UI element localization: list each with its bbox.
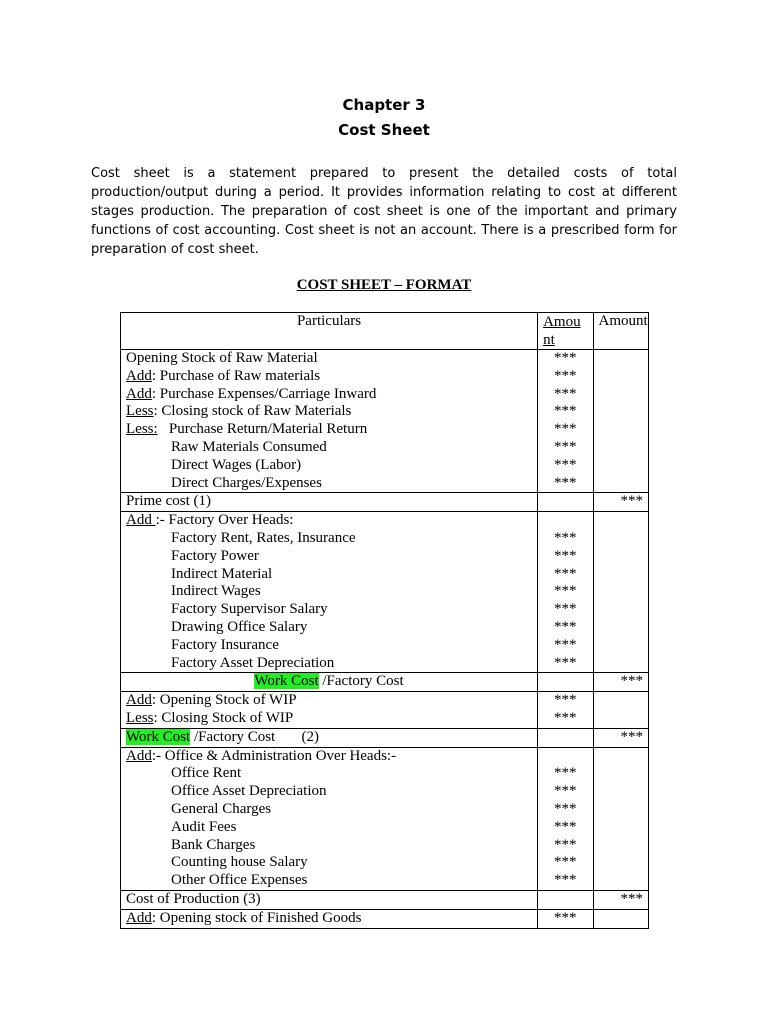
header-amount-1: Amount xyxy=(538,313,593,350)
row-amount-1: *** xyxy=(538,801,593,819)
table-row xyxy=(121,637,649,655)
row-amount-2: *** xyxy=(593,493,648,512)
cost-sheet-table xyxy=(120,312,649,929)
chapter-heading: Chapter 3 xyxy=(342,96,426,114)
page-title: Cost Sheet xyxy=(338,121,430,139)
row-label xyxy=(121,747,538,765)
row-amount-2 xyxy=(593,819,648,837)
row-prefix: Add xyxy=(126,367,152,384)
row-label xyxy=(121,403,538,421)
row-label xyxy=(121,421,538,439)
table-row xyxy=(121,548,649,566)
table-row xyxy=(121,819,649,837)
row-label: Raw Materials Consumed xyxy=(121,439,538,457)
row-text: :- Office & Administration Over Heads:- xyxy=(151,747,397,764)
table-row xyxy=(121,530,649,548)
row-amount-2 xyxy=(593,457,648,475)
row-amount-1: *** xyxy=(538,854,593,872)
highlighted-text: Work Cost xyxy=(126,728,191,745)
table-row xyxy=(121,583,649,601)
row-amount-1: *** xyxy=(538,439,593,457)
highlighted-text: Work Cost xyxy=(254,673,319,690)
header-particulars: Particulars xyxy=(121,313,538,350)
row-prefix: Add xyxy=(126,909,152,926)
row-text: : Opening stock of Finished Goods xyxy=(151,909,362,926)
row-amount-1 xyxy=(538,890,593,909)
table-row xyxy=(121,403,649,421)
row-amount-1 xyxy=(538,728,593,747)
table-row xyxy=(121,619,649,637)
row-label: Factory Power xyxy=(121,548,538,566)
row-text: Purchase Return/Material Return xyxy=(157,421,368,438)
row-amount-1: *** xyxy=(538,530,593,548)
row-text: /Factory Cost xyxy=(318,673,404,690)
table-header-row xyxy=(121,313,649,350)
row-amount-2 xyxy=(593,386,648,404)
subtotal-row-cost-of-production xyxy=(121,890,649,909)
row-label: Indirect Wages xyxy=(121,583,538,601)
row-amount-2 xyxy=(593,801,648,819)
subtotal-row-work-cost-2 xyxy=(121,728,649,747)
table-row xyxy=(121,601,649,619)
row-amount-1: *** xyxy=(538,457,593,475)
row-amount-1: *** xyxy=(538,421,593,439)
row-amount-2 xyxy=(593,837,648,855)
row-prefix: Add xyxy=(126,512,156,529)
row-amount-2 xyxy=(593,655,648,673)
row-amount-1: *** xyxy=(538,566,593,584)
row-amount-1: *** xyxy=(538,583,593,601)
row-amount-1 xyxy=(538,747,593,765)
table-row xyxy=(121,566,649,584)
row-amount-2 xyxy=(593,350,648,368)
row-text: /Factory Cost (2) xyxy=(190,728,319,745)
row-text: : Opening Stock of WIP xyxy=(151,692,297,709)
row-amount-1: *** xyxy=(538,872,593,890)
row-amount-1: *** xyxy=(538,386,593,404)
table-row xyxy=(121,386,649,404)
table-row xyxy=(121,909,649,928)
row-label xyxy=(121,386,538,404)
table-row xyxy=(121,512,649,530)
row-prefix: Less xyxy=(126,403,154,420)
row-label: Counting house Salary xyxy=(121,854,538,872)
table-row xyxy=(121,801,649,819)
row-label xyxy=(121,350,538,368)
row-label: General Charges xyxy=(121,801,538,819)
intro-paragraph: Cost sheet is a statement prepared to present the detailed costs of total production/output during a period. It provides information relating to cost at different stages production. The preparation of cost sheet is one of the important and primary functions of cost accounting. Cost sheet is not an account. There is a prescribed form for preparation of cost sheet. xyxy=(91,166,677,257)
row-label xyxy=(121,710,538,728)
row-amount-1 xyxy=(538,512,593,530)
table-row xyxy=(121,747,649,765)
row-amount-1 xyxy=(538,673,593,692)
row-label: Other Office Expenses xyxy=(121,872,538,890)
table-row xyxy=(121,475,649,493)
row-amount-2 xyxy=(593,530,648,548)
row-label: Bank Charges xyxy=(121,837,538,855)
table-row xyxy=(121,854,649,872)
row-label: Prime cost (1) xyxy=(121,493,538,512)
row-amount-1: *** xyxy=(538,765,593,783)
row-prefix: Add xyxy=(126,385,152,402)
row-amount-1: *** xyxy=(538,350,593,368)
row-label xyxy=(121,368,538,386)
row-amount-2 xyxy=(593,439,648,457)
row-amount-2 xyxy=(593,692,648,710)
row-label xyxy=(121,728,538,747)
row-text: : Closing stock of Raw Materials xyxy=(153,403,352,420)
table-row xyxy=(121,765,649,783)
row-label: Factory Rent, Rates, Insurance xyxy=(121,530,538,548)
row-label xyxy=(121,909,538,928)
row-amount-2 xyxy=(593,601,648,619)
row-amount-2 xyxy=(593,512,648,530)
header-amount-2: Amount xyxy=(593,313,648,350)
row-amount-2 xyxy=(593,368,648,386)
table-row xyxy=(121,837,649,855)
row-amount-1: *** xyxy=(538,655,593,673)
row-label: Cost of Production (3) xyxy=(121,890,538,909)
row-amount-2 xyxy=(593,475,648,493)
row-amount-2 xyxy=(593,872,648,890)
subtotal-row-prime-cost xyxy=(121,493,649,512)
row-label: Drawing Office Salary xyxy=(121,619,538,637)
row-label: Direct Charges/Expenses xyxy=(121,475,538,493)
row-amount-1: *** xyxy=(538,783,593,801)
row-prefix: Add xyxy=(126,747,152,764)
row-label: Office Rent xyxy=(121,765,538,783)
subtotal-row-work-cost xyxy=(121,673,649,692)
row-amount-2 xyxy=(593,854,648,872)
row-amount-1: *** xyxy=(538,619,593,637)
row-prefix: Less xyxy=(126,709,154,726)
format-title: COST SHEET – FORMAT xyxy=(296,277,472,293)
row-amount-2 xyxy=(593,566,648,584)
row-amount-2 xyxy=(593,783,648,801)
row-amount-2: *** xyxy=(593,673,648,692)
table-row xyxy=(121,350,649,368)
row-amount-2 xyxy=(593,403,648,421)
table-row xyxy=(121,783,649,801)
row-amount-1: *** xyxy=(538,819,593,837)
row-amount-1: *** xyxy=(538,692,593,710)
row-amount-2 xyxy=(593,765,648,783)
row-label: Office Asset Depreciation xyxy=(121,783,538,801)
row-text: :- Factory Over Heads: xyxy=(155,512,294,529)
row-label xyxy=(121,692,538,710)
table-row xyxy=(121,457,649,475)
table-row xyxy=(121,368,649,386)
row-amount-2: *** xyxy=(593,890,648,909)
table-row xyxy=(121,872,649,890)
row-amount-1: *** xyxy=(538,710,593,728)
table-row xyxy=(121,439,649,457)
row-amount-2 xyxy=(593,548,648,566)
row-label: Factory Insurance xyxy=(121,637,538,655)
row-prefix: Less: xyxy=(126,421,158,438)
row-amount-2 xyxy=(593,619,648,637)
row-label: Audit Fees xyxy=(121,819,538,837)
row-label: Factory Supervisor Salary xyxy=(121,601,538,619)
row-amount-2: *** xyxy=(593,728,648,747)
row-text: Opening Stock of Raw Material xyxy=(126,350,318,366)
row-amount-1 xyxy=(538,493,593,512)
row-amount-1: *** xyxy=(538,909,593,928)
row-amount-1: *** xyxy=(538,837,593,855)
row-amount-1: *** xyxy=(538,368,593,386)
row-text: : Closing Stock of WIP xyxy=(153,709,294,726)
row-amount-2 xyxy=(593,710,648,728)
row-amount-2 xyxy=(593,637,648,655)
row-prefix: Add xyxy=(126,692,152,709)
row-text: : Purchase Expenses/Carriage Inward xyxy=(151,385,377,402)
row-amount-1: *** xyxy=(538,637,593,655)
table-row xyxy=(121,655,649,673)
row-amount-1: *** xyxy=(538,475,593,493)
row-label xyxy=(121,512,538,530)
row-amount-2 xyxy=(593,909,648,928)
row-label xyxy=(121,673,538,692)
table-row xyxy=(121,692,649,710)
table-row xyxy=(121,710,649,728)
row-text: : Purchase of Raw materials xyxy=(151,367,321,384)
row-label: Direct Wages (Labor) xyxy=(121,457,538,475)
row-amount-1: *** xyxy=(538,548,593,566)
row-amount-1: *** xyxy=(538,403,593,421)
row-amount-1: *** xyxy=(538,601,593,619)
row-label: Indirect Material xyxy=(121,566,538,584)
row-amount-2 xyxy=(593,583,648,601)
row-amount-2 xyxy=(593,747,648,765)
table-row xyxy=(121,421,649,439)
row-amount-2 xyxy=(593,421,648,439)
row-label: Factory Asset Depreciation xyxy=(121,655,538,673)
